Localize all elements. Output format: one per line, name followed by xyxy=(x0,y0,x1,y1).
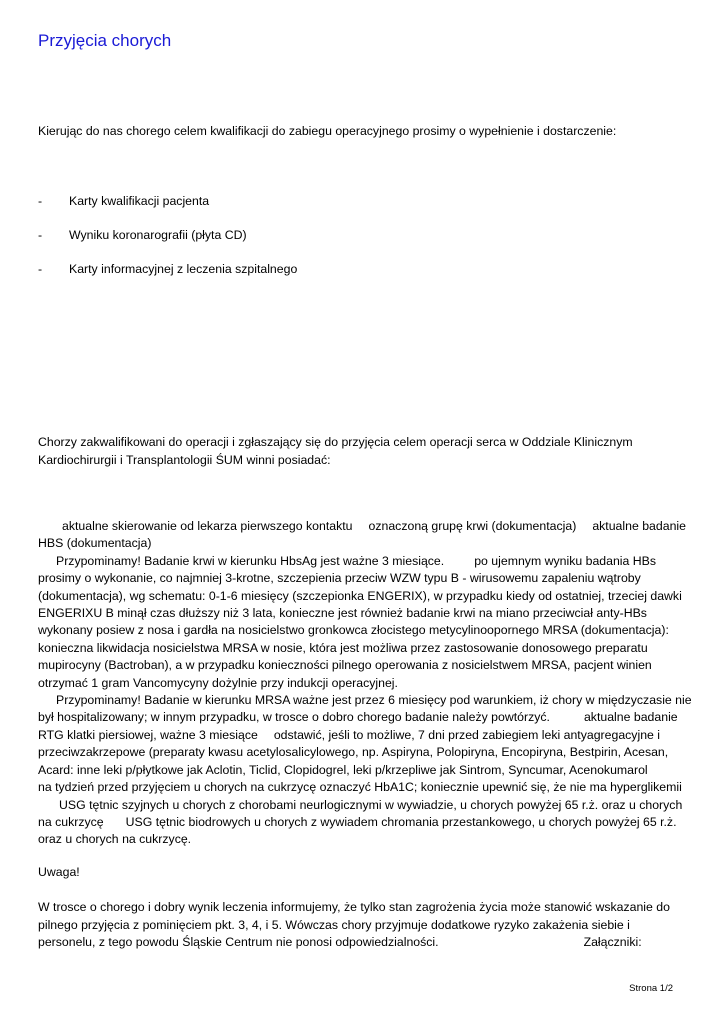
text-segment: odstawić, jeśli to możliwe, 7 dni przed zabiegiem leki antyagregacyjne i xyxy=(273,727,661,742)
text-segment: po ujemnym wyniku badania HBs xyxy=(474,553,657,568)
note-label: Uwaga! xyxy=(38,865,80,879)
text-segment: personelu, z tego powodu Śląskie Centrum nie ponosi odpowiedzialności. xyxy=(38,935,439,949)
text-segment: aktualne badanie xyxy=(583,710,678,725)
text-line: pilnego przyjęcia z pominięciem pkt. 3, 4, i 5. Wówczas chory przyjmuje dodatkowe ryzyko zakażenia siebie i xyxy=(38,917,630,932)
text-segment: na cukrzycę xyxy=(38,814,104,829)
text-line: Chorzy zakwalifikowani do operacji i zgłaszający się do przyjęcia celem operacji serca w Oddziale Klinicznym xyxy=(38,435,633,449)
text-line: oraz u chorych na cukrzycę. xyxy=(38,832,192,847)
text-segment: USG tętnic biodrowych u chorych z wywiadem chromania przestankowego, u chorych powyżej 65 r.ż. xyxy=(125,814,677,829)
list-item-text: Karty kwalifikacji pacjenta xyxy=(69,194,210,208)
text-line xyxy=(38,709,690,726)
list-item xyxy=(38,261,297,279)
text-line: prosimy o wykonanie, co najmniej 3-krotne, szczepienia przeciw WZW typu B - wirusowemu zapaleniu wątroby xyxy=(38,571,641,586)
text-line: HBS (dokumentacja) xyxy=(38,536,152,551)
list-item-text: Wyniku koronarografii (płyta CD) xyxy=(69,228,247,242)
list-marker: - xyxy=(38,262,43,276)
attachments-label: Załączniki: xyxy=(583,935,642,949)
list-marker: - xyxy=(38,194,43,208)
page-number: Strona 1/2 xyxy=(629,983,673,994)
text-line: Kardiochirurgii i Transplantologii ŚUM winni posiadać: xyxy=(38,452,331,467)
text-line: ENGERIXU B minął czas dłuższy niż 3 lata, konieczne jest również badanie krwi na miano przeciwciał anty-HBs xyxy=(38,606,647,621)
text-segment: aktualne badanie xyxy=(592,519,686,533)
list-marker: - xyxy=(38,228,43,242)
list-item-text: Karty informacyjnej z leczenia szpitalnego xyxy=(69,262,298,276)
text-line: na tydzień przed przyjęciem u chorych na cukrzycę oznaczyć HbA1C; koniecznie upewnić się, że nie ma hyperglikemii xyxy=(38,780,682,795)
intro-paragraph: Kierując do nas chorego celem kwalifikacji do zabiegu operacyjnego prosimy o wypełnienie i dostarczenie: xyxy=(38,124,617,138)
text-line: USG tętnic szyjnych u chorych z chorobami neurlogicznymi w wywiadzie, u chorych powyżej 65 r.ż. oraz u chorych xyxy=(59,797,683,812)
text-line: Acard: inne leki p/płytkowe jak Aclotin, Ticlid, Clopidogrel, leki p/krzepliwe jak Sintrom, Syncumar, Acenokumarol xyxy=(38,762,648,777)
text-line: konieczna likwidacja nosicielstwa MRSA w nosie, która jest możliwa przez zastosowanie donosowego preparatu xyxy=(38,640,648,655)
text-line xyxy=(38,814,690,831)
text-segment: był hospitalizowany; w innym przypadku, w trosce o dobro chorego badanie należy powtórzyć. xyxy=(38,710,550,725)
list-item xyxy=(38,193,209,211)
text-line: mupirocyny (Bactroban), a w przypadku konieczności pilnego operowania z nosicielstwem MRSA, pacjent winien xyxy=(38,658,652,673)
requirements-heading xyxy=(38,434,698,469)
text-line xyxy=(38,934,678,952)
text-line: W trosce o chorego i dobry wynik leczenia informujemy, że tylko stan zagrożenia życia może stanowić wskazanie do xyxy=(38,900,670,914)
text-line: otrzymać 1 gram Vancomycyny dożylnie przy indukcji operacyjnej. xyxy=(38,675,398,690)
text-segment: Przypominamy! Badanie krwi w kierunku HbsAg jest ważne 3 miesiące. xyxy=(56,553,445,568)
text-line: wykonany posiew z nosa i gardła na nosicielstwo gronkowca złocistego metycylinoopornego MRSA (dokumentacja): xyxy=(38,623,669,638)
page-title: Przyjęcia chorych xyxy=(38,31,172,50)
text-segment: aktualne skierowanie od lekarza pierwszego kontaktu xyxy=(62,519,353,533)
text-line: Przypominamy! Badanie w kierunku MRSA ważne jest przez 6 miesięcy pod warunkiem, iż chory w międzyczasie nie xyxy=(56,693,692,708)
text-line xyxy=(38,727,690,744)
text-line: przeciwzakrzepowe (preparaty kwasu acetylosalicylowego, np. Aspiryna, Polopiryna, Encopiryna, Bestpirin, Acesan, xyxy=(38,745,669,760)
list-item xyxy=(38,227,247,245)
text-line: (dokumentacja), wg schematu: 0-1-6 miesięcy (szczepionka ENGERIX), w przypadku kiedy od ostatniej, trzeciej dawki xyxy=(38,588,682,603)
text-line xyxy=(38,553,690,570)
requirements-body xyxy=(38,518,690,849)
text-line xyxy=(38,518,690,535)
note-paragraph xyxy=(38,899,678,952)
text-segment: oznaczoną grupę krwi (dokumentacja) xyxy=(368,519,577,533)
text-segment: RTG klatki piersiowej, ważne 3 miesiące xyxy=(38,727,258,742)
